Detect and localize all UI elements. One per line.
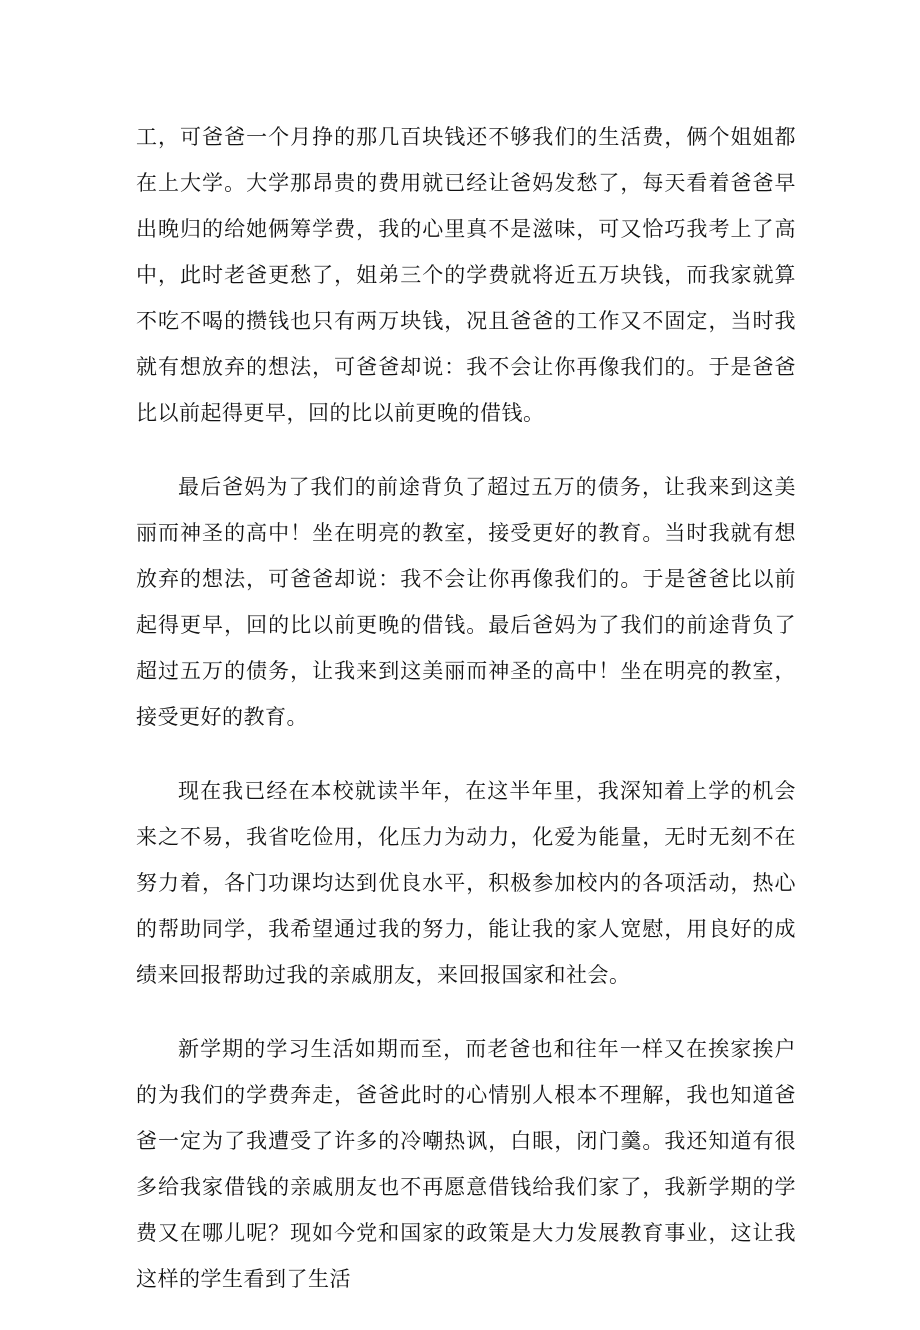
document-body <box>136 114 796 1330</box>
paragraph-1: 工，可爸爸一个月挣的那几百块钱还不够我们的生活费，俩个姐姐都在上大学。大学那昂贵的费用就已经让爸妈发愁了，每天看着爸爸早出晚归的给她俩筹学费，我的心里真不是滋味，可又恰巧我考上了高中，此时老爸更愁了，姐弟三个的学费就将近五万块钱，而我家就算不吃不喝的攒钱也只有两万块钱，况且爸爸的工作又不固定，当时我就有想放弃的想法，可爸爸却说：我不会让你再像我们的。于是爸爸比以前起得更早，回的比以前更晚的借钱。 <box>136 125 796 425</box>
paragraph-4: 新学期的学习生活如期而至，而老爸也和往年一样又在挨家挨户的为我们的学费奔走，爸爸此时的心情别人根本不理解，我也知道爸爸一定为了我遭受了许多的冷嘲热讽，白眼，闭门羹。我还知道有很多给我家借钱的亲戚朋友也不再愿意借钱给我们家了，我新学期的学费又在哪儿呢？现如今党和国家的政策是大力发展教育事业，这让我这样的学生看到了生活 <box>136 1037 796 1291</box>
paragraph-3: 现在我已经在本校就读半年，在这半年里，我深知着上学的机会来之不易，我省吃俭用，化压力为动力，化爱为能量，无时无刻不在努力着，各门功课均达到优良水平，积极参加校内的各项活动，热心的帮助同学，我希望通过我的努力，能让我的家人宽慰，用良好的成绩来回报帮助过我的亲戚朋友，来回报国家和社会。 <box>136 779 796 987</box>
paragraph-2: 最后爸妈为了我们的前途背负了超过五万的债务，让我来到这美丽而神圣的高中！坐在明亮的教室，接受更好的教育。当时我就有想放弃的想法，可爸爸却说：我不会让你再像我们的。于是爸爸比以前起得更早，回的比以前更晚的借钱。最后爸妈为了我们的前途背负了超过五万的债务，让我来到这美丽而神圣的高中！坐在明亮的教室，接受更好的教育。 <box>136 475 796 729</box>
